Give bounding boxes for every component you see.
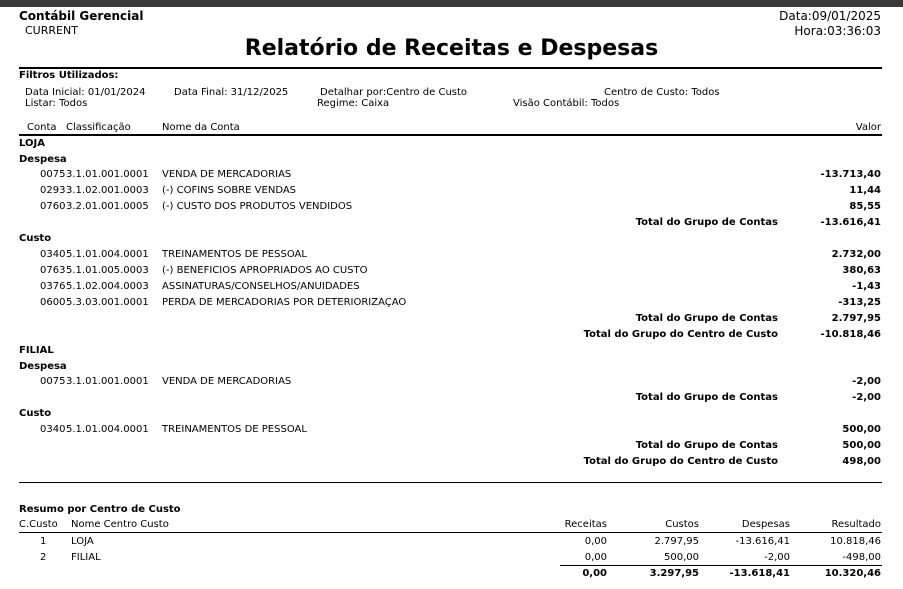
account-name: (-) COFINS SOBRE VENDAS: [162, 185, 297, 196]
account-code: 0340: [40, 249, 66, 260]
group-total-value: -13.616,41: [820, 217, 881, 228]
filter-centro-custo: Centro de Custo: Todos: [604, 87, 720, 98]
account-code: 0075: [40, 376, 66, 387]
summary-code: 1: [40, 536, 47, 547]
account-value: -313,25: [838, 297, 881, 308]
group-name: Custo: [19, 408, 52, 419]
group-total-label: Total do Grupo de Contas: [635, 313, 778, 324]
group-name: Despesa: [19, 361, 67, 372]
center-total-label: Total do Grupo do Centro de Custo: [583, 329, 778, 340]
table-row: [0, 281, 903, 296]
center-name: LOJA: [19, 138, 45, 149]
account-classification: 3.1.01.001.0001: [66, 376, 149, 387]
col-header-nome: Nome da Conta: [162, 122, 240, 133]
account-value: -13.713,40: [820, 169, 881, 180]
summary-name: FILIAL: [71, 552, 101, 563]
table-row: [0, 201, 903, 216]
center-name: FILIAL: [19, 345, 54, 356]
filter-regime: Regime: Caixa: [317, 98, 390, 109]
database-name: CURRENT: [25, 24, 78, 37]
account-value: -1,43: [852, 281, 881, 292]
summary-total-custos: 3.297,95: [649, 568, 699, 579]
center-total-label: Total do Grupo do Centro de Custo: [583, 456, 778, 467]
account-code: 0760: [40, 201, 66, 212]
group-total-value: 2.797,95: [831, 313, 881, 324]
columns-divider: [19, 134, 882, 136]
account-classification: 5.1.02.004.0003: [66, 281, 149, 292]
account-value: 2.732,00: [831, 249, 881, 260]
summary-code: 2: [40, 552, 47, 563]
account-code: 0075: [40, 169, 66, 180]
account-value: 500,00: [842, 424, 881, 435]
summary-header-divider: [19, 532, 882, 533]
account-code: 0600: [40, 297, 66, 308]
table-row: [0, 297, 903, 312]
account-classification: 5.1.01.004.0001: [66, 249, 149, 260]
col-header-valor: Valor: [855, 122, 881, 133]
account-classification: 5.3.03.001.0001: [66, 297, 149, 308]
report-date: Data:09/01/2025: [779, 9, 881, 23]
summary-resultado: -498,00: [842, 552, 881, 563]
account-name: (-) CUSTO DOS PRODUTOS VENDIDOS: [162, 201, 353, 212]
account-classification: 5.1.01.004.0001: [66, 424, 149, 435]
group-total-value: -2,00: [852, 392, 881, 403]
summary-receitas: 0,00: [584, 536, 607, 547]
table-row: [0, 185, 903, 200]
col-header-conta: Conta: [27, 122, 57, 133]
summary-receitas: 0,00: [584, 552, 607, 563]
summary-header-ccusto: C.Custo: [19, 519, 58, 530]
summary-row: [0, 536, 903, 551]
filter-data-final: Data Final: 31/12/2025: [174, 87, 289, 98]
summary-header-custos: Custos: [665, 519, 699, 530]
group-name: Custo: [19, 233, 52, 244]
table-row: [0, 249, 903, 264]
summary-totals-divider: [560, 565, 882, 566]
summary-total-resultado: 10.320,46: [824, 568, 881, 579]
page-title: Relatório de Receitas e Despesas: [244, 36, 659, 61]
app-name: Contábil Gerencial: [19, 9, 144, 23]
filter-data-inicial: Data Inicial: 01/01/2024: [25, 87, 146, 98]
account-name: TREINAMENTOS DE PESSOAL: [162, 249, 307, 260]
account-classification: 3.1.02.001.0003: [66, 185, 149, 196]
report-time: Hora:03:36:03: [794, 24, 881, 38]
account-code: 0340: [40, 424, 66, 435]
account-classification: 5.1.01.005.0003: [66, 265, 149, 276]
account-name: VENDA DE MERCADORIAS: [162, 376, 292, 387]
account-classification: 3.1.01.001.0001: [66, 169, 149, 180]
group-total-label: Total do Grupo de Contas: [635, 440, 778, 451]
filter-detalhar: Detalhar por:Centro de Custo: [320, 87, 468, 98]
summary-totals-row: [0, 568, 903, 583]
table-row: [0, 424, 903, 439]
account-name: PERDA DE MERCADORIAS POR DETERIORIZAÇAO: [162, 297, 407, 308]
account-code: 0293: [40, 185, 66, 196]
filters-title: Filtros Utilizados:: [19, 70, 119, 81]
summary-total-despesas: -13.618,41: [729, 568, 790, 579]
group-total-label: Total do Grupo de Contas: [635, 392, 778, 403]
group-total-label: Total do Grupo de Contas: [635, 217, 778, 228]
summary-total-receitas: 0,00: [582, 568, 607, 579]
title-divider: [19, 67, 882, 69]
summary-header-receitas: Receitas: [564, 519, 607, 530]
summary-custos: 500,00: [664, 552, 699, 563]
center-total-value: 498,00: [842, 456, 881, 467]
table-row: [0, 376, 903, 391]
summary-header-nome: Nome Centro Custo: [71, 519, 169, 530]
summary-header-despesas: Despesas: [741, 519, 790, 530]
account-name: ASSINATURAS/CONSELHOS/ANUIDADES: [162, 281, 360, 292]
group-total-value: 500,00: [842, 440, 881, 451]
account-code: 0763: [40, 265, 66, 276]
account-code: 0376: [40, 281, 66, 292]
table-row: [0, 265, 903, 280]
summary-despesas: -2,00: [764, 552, 790, 563]
account-value: 11,44: [849, 185, 881, 196]
account-value: -2,00: [852, 376, 881, 387]
summary-title: Resumo por Centro de Custo: [19, 504, 181, 515]
summary-custos: 2.797,95: [654, 536, 699, 547]
window-top-bar: [0, 0, 903, 7]
summary-name: LOJA: [71, 536, 94, 547]
filter-visao: Visão Contábil: Todos: [513, 98, 620, 109]
summary-header-resultado: Resultado: [831, 519, 881, 530]
table-row: [0, 169, 903, 184]
account-classification: 3.2.01.001.0005: [66, 201, 149, 212]
filter-listar: Listar: Todos: [25, 98, 88, 109]
account-name: VENDA DE MERCADORIAS: [162, 169, 292, 180]
account-value: 85,55: [849, 201, 881, 212]
account-value: 380,63: [842, 265, 881, 276]
col-header-classificacao: Classificação: [66, 122, 131, 133]
summary-resultado: 10.818,46: [830, 536, 881, 547]
center-total-value: -10.818,46: [820, 329, 881, 340]
report-end-divider: [19, 482, 882, 483]
summary-despesas: -13.616,41: [735, 536, 790, 547]
group-name: Despesa: [19, 154, 67, 165]
account-name: TREINAMENTOS DE PESSOAL: [162, 424, 307, 435]
account-name: (-) BENEFICIOS APROPRIADOS AO CUSTO: [162, 265, 368, 276]
